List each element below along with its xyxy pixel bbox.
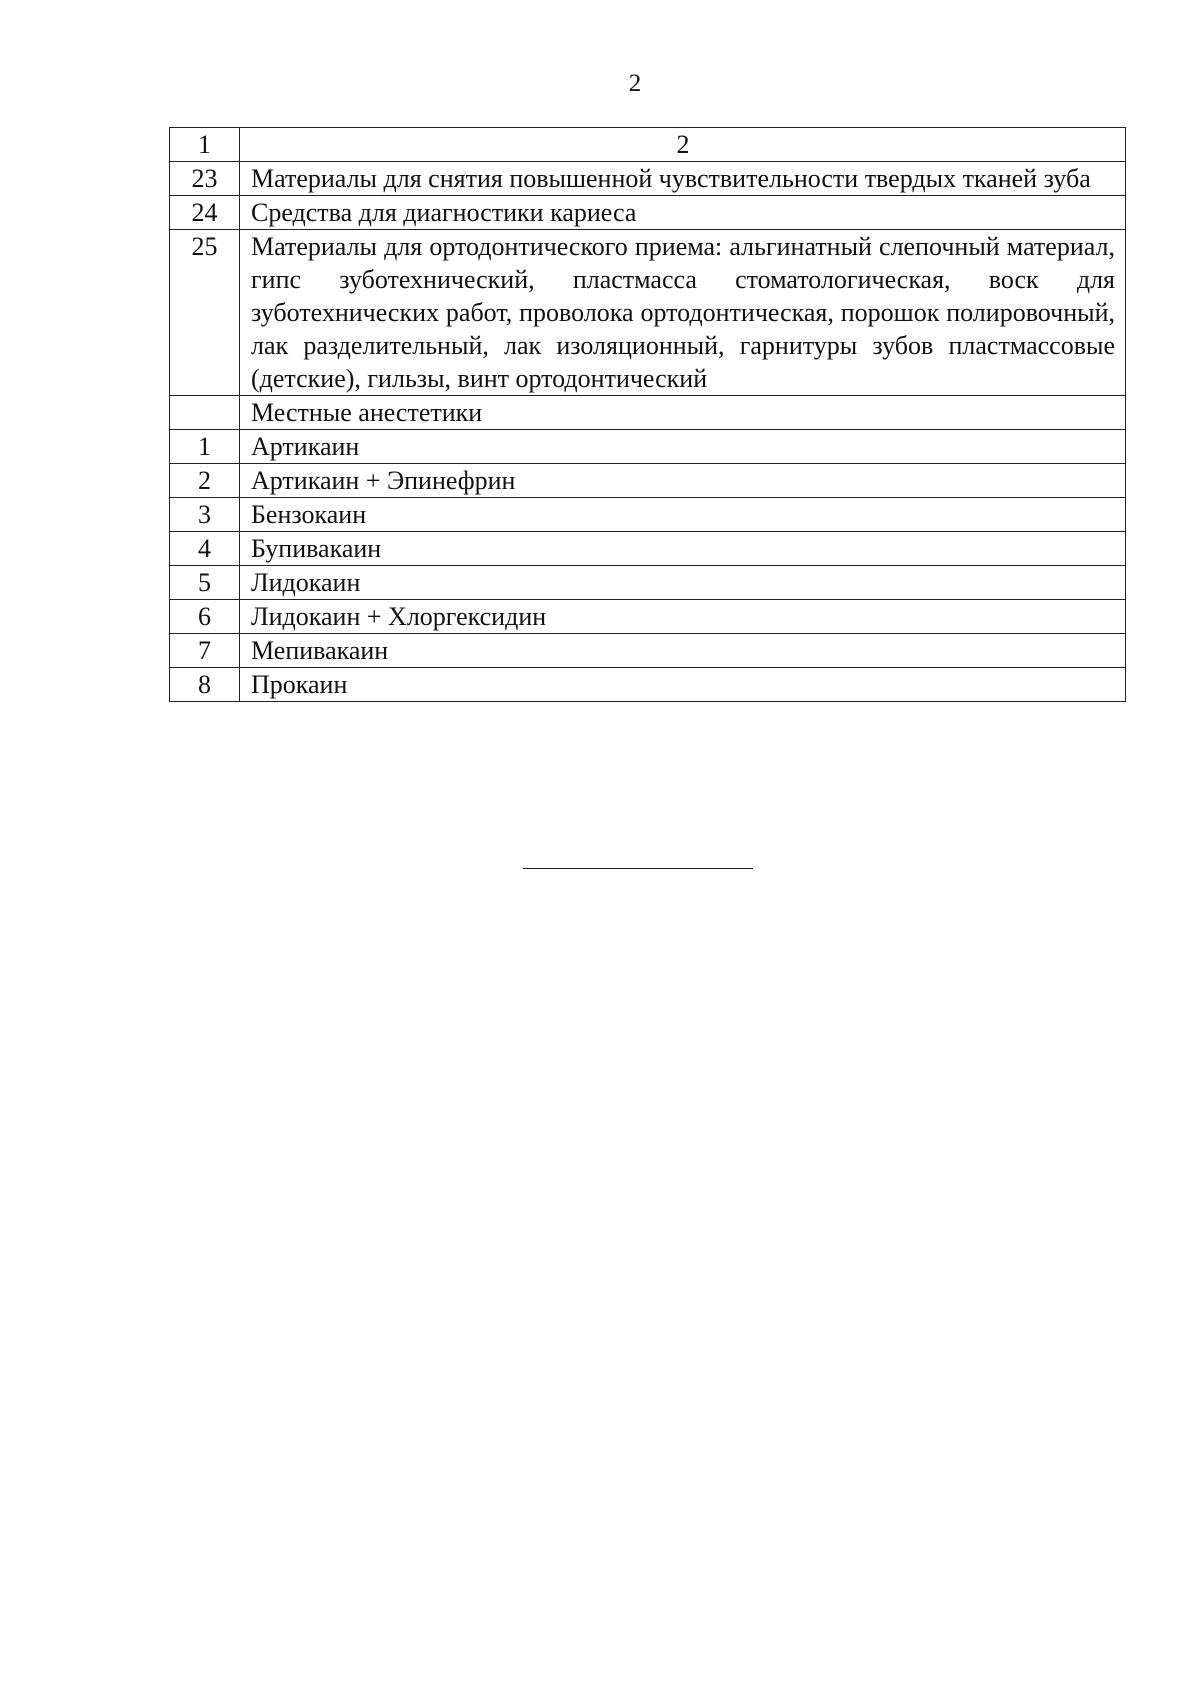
row-number: 5 bbox=[170, 566, 240, 600]
row-number: 2 bbox=[170, 464, 240, 498]
row-number: 1 bbox=[170, 430, 240, 464]
table-header-row bbox=[170, 128, 1126, 162]
table-row bbox=[170, 464, 1126, 498]
row-text: Материалы для снятия повышенной чувствительности твердых тканей зуба bbox=[240, 162, 1126, 196]
table-row bbox=[170, 566, 1126, 600]
row-text: Материалы для ортодонтического приема: альгинатный слепочный материал, гипс зуботехнический, пластмасса стоматологическая, воск для зуботехнических работ, проволока ортодонтическая, порошок полировочный, лак разделительный, лак изоляционный, гарнитуры зубов пластмассовые (детские), гильзы, винт ортодонтический bbox=[240, 230, 1126, 396]
table-row bbox=[170, 498, 1126, 532]
row-text: Артикаин bbox=[240, 430, 1126, 464]
table-row bbox=[170, 196, 1126, 230]
row-number: 6 bbox=[170, 600, 240, 634]
end-of-document-rule bbox=[523, 868, 753, 869]
table-row bbox=[170, 230, 1126, 396]
row-text: Мепивакаин bbox=[240, 634, 1126, 668]
header-col-1: 1 bbox=[170, 128, 240, 162]
section-number-empty bbox=[170, 396, 240, 430]
header-col-2: 2 bbox=[240, 128, 1126, 162]
row-number: 25 bbox=[170, 230, 240, 396]
page-number: 2 bbox=[628, 70, 642, 97]
table-row bbox=[170, 600, 1126, 634]
row-text: Прокаин bbox=[240, 668, 1126, 702]
row-number: 4 bbox=[170, 532, 240, 566]
row-text: Бупивакаин bbox=[240, 532, 1126, 566]
section-title: Местные анестетики bbox=[240, 396, 1126, 430]
row-text: Средства для диагностики кариеса bbox=[240, 196, 1126, 230]
row-text: Артикаин + Эпинефрин bbox=[240, 464, 1126, 498]
table-row bbox=[170, 430, 1126, 464]
row-text: Лидокаин + Хлоргексидин bbox=[240, 600, 1126, 634]
row-number: 7 bbox=[170, 634, 240, 668]
section-title-row bbox=[170, 396, 1126, 430]
materials-table bbox=[169, 127, 1126, 702]
row-text: Бензокаин bbox=[240, 498, 1126, 532]
row-number: 8 bbox=[170, 668, 240, 702]
table-row bbox=[170, 668, 1126, 702]
table-row bbox=[170, 532, 1126, 566]
row-number: 3 bbox=[170, 498, 240, 532]
row-number: 24 bbox=[170, 196, 240, 230]
table-row bbox=[170, 162, 1126, 196]
row-text: Лидокаин bbox=[240, 566, 1126, 600]
row-number: 23 bbox=[170, 162, 240, 196]
table-row bbox=[170, 634, 1126, 668]
